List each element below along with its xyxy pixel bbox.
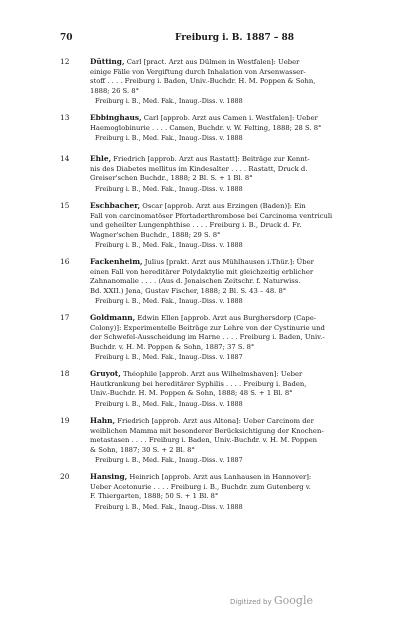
entry-text-line: & Sohn, 1887; 30 S. + 2 Bl. 8° [90,445,195,454]
entry-text-line: Bd. XXII.) Jena, Gustav Fischer, 1888; 2 Bl. S. 43 – 48. 8° [90,286,287,295]
entry-text-line: F. Thiergarten, 1888; 50 S. + 1 Bl. 8° [90,492,219,501]
entry-text-line: Fall von carcinomatöser Pfortaderthrombose bei Carcinoma ventriculi [90,211,333,220]
entry-number: 17 [60,313,70,322]
entry-text-line: Haemoglobinurie . . . . Camen, Buchdr. v. W. Felting, 1888; 28 S. 8° [90,123,322,132]
entry-dissertation-note: Freiburg i. B., Med. Fak., Inaug.-Diss. v. 1888 [95,97,243,106]
entry-title-line: Friedrich [approb. Arzt aus Rastatt]: Beiträge zur Kennt- [111,155,310,163]
watermark-text: Digitized by [230,598,272,606]
entry-author: Goldmann, [90,313,136,322]
entry-text-line: Ueber Acetonurie . . . . Freiburg i. B., Buchdr. zum Gutenberg v. [90,482,311,491]
entry-title-line: Carl [approb. Arzt aus Camen i. Westfalen]: Ueber [141,114,318,122]
entry-text-line: Greiser'schen Buchdr., 1888; 2 Bl. S. + 1 Bl. 8° [90,174,253,183]
entry-author: Ebbinghaus, [90,113,142,122]
entry-author: Eschbacher, [90,201,141,210]
entry-text-line: Zahnanomalie . . . . (Aus d. Jenaischen Zeitschr. f. Naturwiss. [90,277,301,286]
entry-dissertation-note: Freiburg i. B., Med. Fak., Inaug.-Diss. v. 1888 [95,399,243,408]
entry-text-line: einige Fälle von Vergiftung durch Inhalation von Arsenwasser- [90,67,306,76]
page-number: 70 [60,33,73,43]
entry-text-line: der Schwefel-Ausscheidung im Harne . . . . Freiburg i. Baden, Univ.- [90,333,325,342]
entry-number: 14 [60,154,70,163]
entry-number: 18 [60,369,70,378]
entry-author: Fackenheim, [90,257,143,266]
entry-dissertation-note: Freiburg i. B., Med. Fak., Inaug.-Diss. v. 1887 [95,353,243,362]
entry-text-line: Buchdr. v. H. M. Poppen & Sohn, 1887; 37 S. 8° [90,342,255,351]
entry-title-line: Carl [pract. Arzt aus Dülmen in Westfalen]: Ueber [124,58,300,66]
entry-dissertation-note: Freiburg i. B., Med. Fak., Inaug.-Diss. v. 1888 [95,184,243,193]
google-logo: Google [273,594,313,607]
entry-title-line: Oscar [approb. Arzt aus Erzingen (Baden)]: Ein [140,202,306,210]
entry-author: Hahn, [90,416,116,425]
entry-title-line: Julius [prakt. Arzt aus Mühlhausen i.Thür.]: Über [142,258,314,266]
entry-text-line: nis des Diabetes mellitus im Kindesalter . . . . Rastatt, Druck d. [90,164,308,173]
entry-text-line: und geheilter Lungenphthise . . . . Freiburg i. B., Druck d. Fr. [90,221,302,230]
entry-author: Ehle, [90,154,112,163]
entry-text-line: metastasen . . . . Freiburg i. Baden, Univ.-Buchdr. v. H. M. Poppen [90,436,317,445]
entry-dissertation-note: Freiburg i. B., Med. Fak., Inaug.-Diss. v. 1888 [95,297,243,306]
entry-author: Hansing, [90,472,128,481]
entry-number: 16 [60,257,70,266]
entry-number: 12 [60,57,70,66]
entry-text-line: Wagner'schen Buchdr., 1888; 29 S. 8° [90,230,221,239]
entry-text-line: Colony)]: Experimentelle Beiträge zur Lehre von der Cystinurie und [90,323,325,332]
entry-title-line: Théophile [approb. Arzt aus Wilhelmshaven]: Ueber [120,370,303,378]
entry-text-line: weiblichen Mamma mit besonderer Berücksichtigung der Knochen- [90,426,324,435]
entry-text-line: Univ.-Buchdr. H. M. Poppen & Sohn, 1888; 48 S. + 1 Bl. 8° [90,389,293,398]
entry-author: Gruyot, [90,369,121,378]
entry-number: 15 [60,201,70,210]
entry-dissertation-note: Freiburg i. B., Med. Fak., Inaug.-Diss. v. 1888 [95,134,243,143]
entry-text-line: stoff . . . . Freiburg i. Baden, Univ.-Buchdr. H. M. Poppen & Sohn, [90,77,316,86]
entry-author: Dütting, [90,57,125,66]
entry-number: 20 [60,472,70,481]
entry-title-line: Friedrich [approb. Arzt aus Altona]: Ueber Carcinom der [115,417,314,425]
entry-dissertation-note: Freiburg i. B., Med. Fak., Inaug.-Diss. v. 1888 [95,502,243,511]
entry-text-line: 1888; 26 S. 8° [90,86,140,95]
entry-title-line: Heinrich [approb. Arzt aus Lanhausen in Hannover]: [127,473,312,481]
entry-title-line: Edwin Ellen [approb. Arzt aus Burghersdorp (Cape- [135,314,317,322]
page-header [60,33,372,45]
digitization-watermark [230,594,313,607]
entry-number: 19 [60,416,70,425]
entry-number: 13 [60,113,70,122]
entry-text-line: Hautkrankung bei hereditärer Syphilis . . . . Freiburg i. Baden, [90,379,307,388]
entry-text-line: einen Fall von hereditärer Polydaktylie mit gleichzeitig erblicher [90,267,314,276]
running-title: Freiburg i. B. 1887 – 88 [175,33,295,43]
entry-dissertation-note: Freiburg i. B., Med. Fak., Inaug.-Diss. v. 1887 [95,456,243,465]
entry-dissertation-note: Freiburg i. B., Med. Fak., Inaug.-Diss. v. 1888 [95,241,243,250]
